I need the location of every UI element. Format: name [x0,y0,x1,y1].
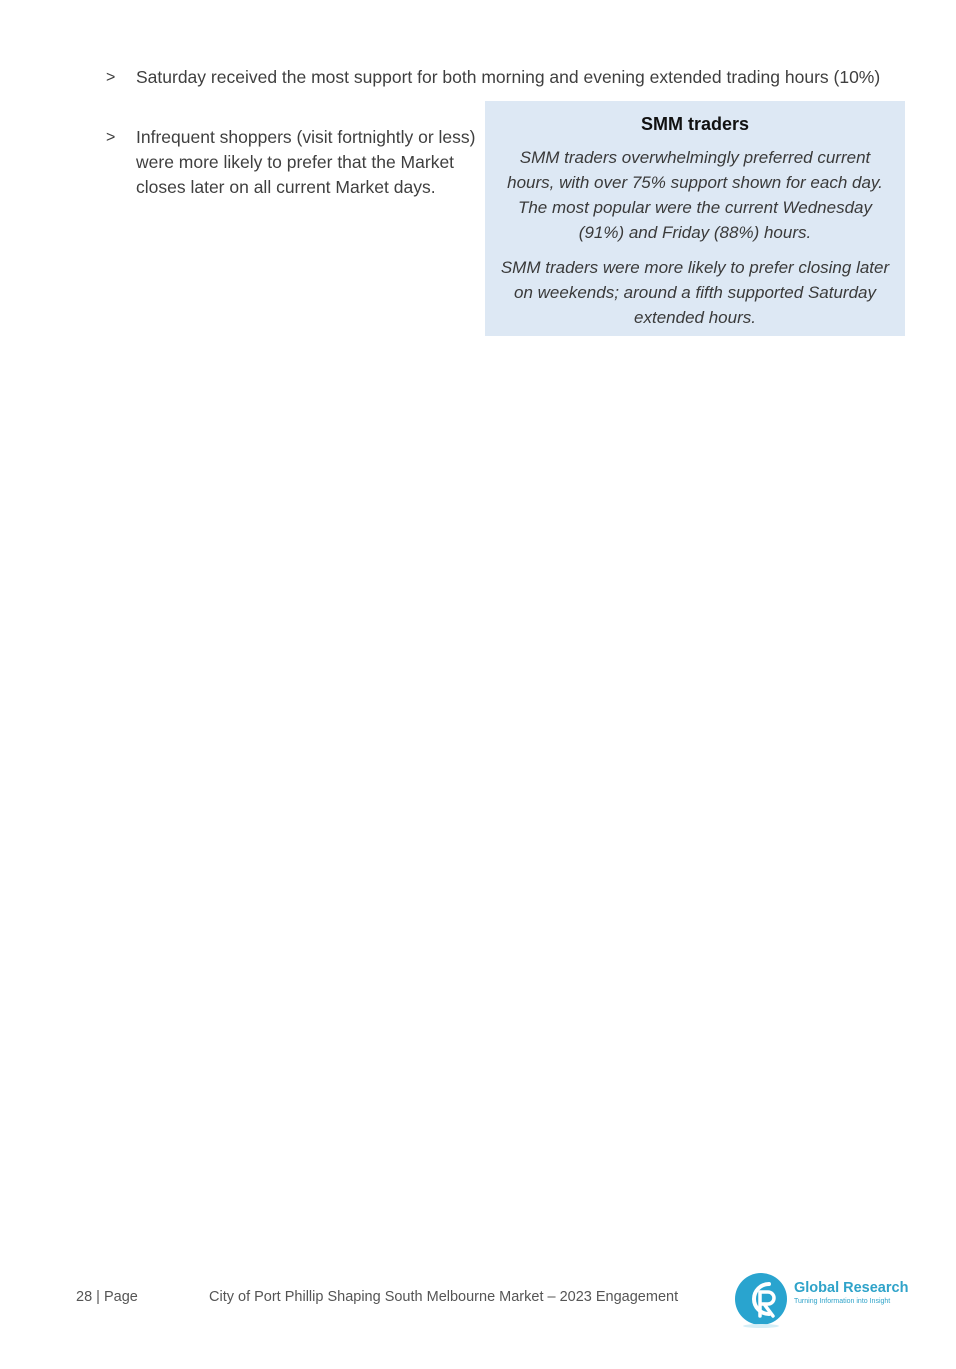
logo-tagline: Turning Information into Insight [794,1298,891,1305]
logo-name: Global Research [794,1280,909,1296]
bullet-marker: > [106,69,116,86]
page-footer [0,1280,956,1350]
bullet-item [106,125,476,229]
page-number: 28 | Page [76,1289,138,1305]
bullet-text: Saturday received the most support for both morning and evening extended trading hours (10%) [136,67,881,87]
bullet-marker: > [106,129,116,146]
callout-paragraph: SMM traders overwhelmingly preferred current hours, with over 75% support shown for each day. The most popular were the current Wednesday (91%) and Friday (88%) hours. [507,148,883,242]
global-research-logo [730,1272,920,1338]
document-title: City of Port Phillip Shaping South Melbourne Market – 2023 Engagement [209,1289,679,1305]
bullet-text: Infrequent shoppers (visit fortnightly or less) were more likely to prefer that the Market closes later on all current Market days. [136,127,476,197]
global-research-logo-icon [733,1272,789,1328]
callout-title: SMM traders [640,114,750,134]
smm-traders-callout [485,101,905,336]
callout-paragraph: SMM traders were more likely to prefer closing later on weekends; around a fifth supported Saturday extended hours. [500,258,890,327]
